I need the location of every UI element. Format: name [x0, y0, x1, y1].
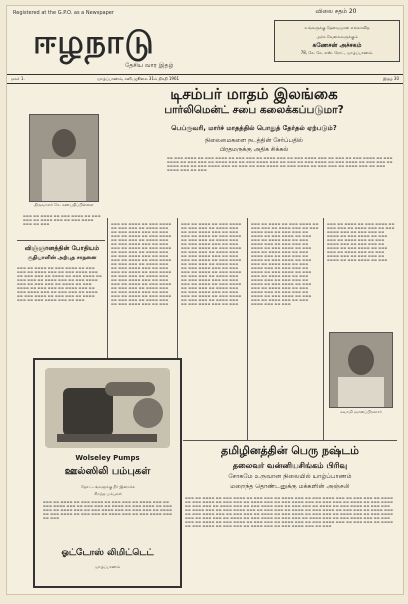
- newspaper-subtitle: தேசிய வார இதழ்: [125, 62, 174, 69]
- pump-advertisement: [33, 358, 182, 588]
- bottom-subhead-2: மறைந்த தொண்டனுக்கு மக்களின் அஞ்சலி: [230, 483, 350, 490]
- pump-ad-line-1: தோட்டங்களுக்கு நீர் இறைக்க: [81, 484, 135, 489]
- issue-date: யாழ்ப்பாணம், சனி, ஜூலை 31ம் திகதி 1961: [97, 76, 180, 81]
- lead-subhead-2: நிலைமைகளை நடத்தின் சேர்ப்பதில்: [205, 137, 303, 144]
- ad-press-name: கணேசன் அச்சகம்: [312, 42, 362, 49]
- middle-column-2: ▬▬▬ ▬▬ ▬▬▬▬ ▬▬ ▬▬▬ ▬▬▬▬ ▬▬ ▬▬▬ ▬▬▬ ▬▬ ▬▬▬▬ ▬▬▬ ▬▬ ▬▬▬ ▬▬▬▬ ▬▬▬ ▬▬ ▬▬▬ ▬▬▬ ▬▬ ▬▬▬▬ ▬▬ ▬▬▬ ▬▬▬▬ ▬▬ ▬▬▬ ▬▬▬ ▬▬ ▬▬▬▬ ▬▬▬ ▬▬ ▬▬▬ ▬▬▬▬ ▬▬▬ ▬▬ ▬▬▬ ▬▬▬ ▬▬ ▬▬▬▬ ▬▬ ▬▬▬ ▬▬▬▬ ▬▬ ▬▬▬ ▬▬▬ ▬▬ ▬▬▬▬ ▬▬▬ ▬▬ ▬▬▬ ▬▬▬▬ ▬▬▬ ▬▬ ▬▬▬ ▬▬▬ ▬▬ ▬▬▬▬ ▬▬ ▬▬▬ ▬▬▬▬ ▬▬ ▬▬▬ ▬▬▬ ▬▬ ▬▬▬▬ ▬▬▬ ▬▬ ▬▬▬ ▬▬▬▬ ▬▬▬ ▬▬ ▬▬▬ ▬▬▬ ▬▬ ▬▬▬▬ ▬▬ ▬▬▬ ▬▬▬▬ ▬▬ ▬▬▬ ▬▬▬ ▬▬ ▬▬▬▬ ▬▬▬ ▬▬ ▬▬▬ ▬▬▬▬ ▬▬▬ ▬▬ ▬▬▬ ▬▬▬ ▬▬ ▬▬▬▬ ▬▬ ▬▬▬ ▬▬▬▬ ▬▬ ▬▬▬ ▬▬▬ ▬▬ ▬▬▬▬ ▬▬▬ ▬▬ ▬▬▬ ▬▬▬▬ ▬▬▬ ▬▬ ▬▬▬ ▬▬▬ ▬▬ ▬▬▬▬ ▬▬ ▬▬▬ ▬▬▬▬ ▬▬ ▬▬▬ ▬▬▬ ▬▬ ▬▬▬▬ ▬▬▬ ▬▬ ▬▬▬ ▬▬▬▬ ▬▬▬ ▬▬ ▬▬▬: [181, 222, 242, 306]
- left-story-headline-2: சூதியாளின் அற்புத சாதனை: [27, 255, 97, 261]
- right-portrait-photo: [329, 332, 393, 408]
- right-portrait-caption: சுவாமி ஞானப்பிரகாசர்: [340, 409, 382, 414]
- issue-number: இதழ் 30: [382, 76, 399, 81]
- bottom-story-body: ▬▬▬ ▬▬ ▬▬▬▬ ▬▬ ▬▬▬ ▬▬▬▬ ▬▬ ▬▬▬ ▬▬▬ ▬▬ ▬▬▬▬ ▬▬▬ ▬▬ ▬▬▬ ▬▬▬▬ ▬▬▬ ▬▬ ▬▬▬ ▬▬▬ ▬▬ ▬▬▬▬ ▬▬ ▬▬▬ ▬▬▬▬ ▬▬ ▬▬▬ ▬▬▬ ▬▬ ▬▬▬▬ ▬▬▬ ▬▬ ▬▬▬ ▬▬▬▬ ▬▬▬ ▬▬ ▬▬▬ ▬▬▬ ▬▬ ▬▬▬▬ ▬▬ ▬▬▬ ▬▬▬▬ ▬▬ ▬▬▬ ▬▬▬ ▬▬ ▬▬▬▬ ▬▬▬ ▬▬ ▬▬▬ ▬▬▬▬ ▬▬▬ ▬▬ ▬▬▬ ▬▬▬ ▬▬ ▬▬▬▬ ▬▬ ▬▬▬ ▬▬▬▬ ▬▬ ▬▬▬ ▬▬▬ ▬▬ ▬▬▬▬ ▬▬▬ ▬▬ ▬▬▬ ▬▬▬▬ ▬▬▬ ▬▬ ▬▬▬ ▬▬▬ ▬▬ ▬▬▬▬ ▬▬ ▬▬▬ ▬▬▬▬ ▬▬ ▬▬▬ ▬▬▬ ▬▬ ▬▬▬▬ ▬▬▬ ▬▬ ▬▬▬ ▬▬▬▬ ▬▬▬ ▬▬ ▬▬▬ ▬▬▬ ▬▬ ▬▬▬▬ ▬▬ ▬▬▬ ▬▬▬▬ ▬▬ ▬▬▬ ▬▬▬ ▬▬ ▬▬▬▬ ▬▬▬ ▬▬ ▬▬▬ ▬▬▬▬ ▬▬▬ ▬▬ ▬▬▬ ▬▬▬ ▬▬ ▬▬▬▬ ▬▬ ▬▬▬ ▬▬▬▬ ▬▬ ▬▬▬ ▬▬▬ ▬▬ ▬▬▬▬ ▬▬▬ ▬▬ ▬▬▬ ▬▬▬▬ ▬▬▬ ▬▬ ▬▬▬ ▬▬▬ ▬▬ ▬▬▬▬ ▬▬ ▬▬▬ ▬▬▬▬ ▬▬ ▬▬▬ ▬▬▬ ▬▬ ▬▬▬▬ ▬▬▬ ▬▬ ▬▬▬ ▬▬▬▬ ▬▬▬ ▬▬ ▬▬▬ ▬▬▬ ▬▬ ▬▬▬▬ ▬▬ ▬▬▬ ▬▬▬▬ ▬▬ ▬▬▬ ▬▬▬ ▬▬ ▬▬▬▬ ▬▬▬ ▬▬ ▬▬▬ ▬▬▬▬ ▬▬▬ ▬▬ ▬▬▬: [185, 496, 394, 528]
- left-story-body: ▬▬▬ ▬▬ ▬▬▬▬ ▬▬ ▬▬▬ ▬▬▬▬ ▬▬ ▬▬▬ ▬▬▬ ▬▬ ▬▬▬▬ ▬▬▬ ▬▬ ▬▬▬ ▬▬▬▬ ▬▬▬ ▬▬ ▬▬▬ ▬▬▬ ▬▬ ▬▬▬▬ ▬▬ ▬▬▬ ▬▬▬▬ ▬▬ ▬▬▬ ▬▬▬ ▬▬ ▬▬▬▬ ▬▬▬ ▬▬ ▬▬▬ ▬▬▬▬ ▬▬▬ ▬▬ ▬▬▬ ▬▬▬ ▬▬ ▬▬▬▬ ▬▬ ▬▬▬ ▬▬▬▬ ▬▬ ▬▬▬ ▬▬▬ ▬▬ ▬▬▬▬ ▬▬▬ ▬▬ ▬▬▬ ▬▬▬▬ ▬▬▬ ▬▬ ▬▬▬ ▬▬▬ ▬▬ ▬▬▬▬ ▬▬ ▬▬▬ ▬▬▬▬ ▬▬ ▬▬▬ ▬▬▬ ▬▬ ▬▬▬▬ ▬▬▬ ▬▬ ▬▬▬ ▬▬▬▬ ▬▬▬ ▬▬ ▬▬▬: [17, 266, 103, 302]
- volume-label: மலர் 1.: [11, 76, 25, 81]
- ad-line-2: அச்சு வேலைகளுக்கும்: [316, 34, 358, 39]
- lead-subhead-1: பெப்ருவரி, மார்ச் மாதத்தில் பொதுத் தேர்தல் ஏற்படும்?: [171, 124, 337, 132]
- price-label: விலை சதம் 20: [315, 8, 357, 15]
- portrait-caption: திருவாளர் கே. கணபதிப்பிள்ளை: [34, 202, 94, 207]
- right-column-text: ▬▬▬ ▬▬ ▬▬▬▬ ▬▬ ▬▬▬ ▬▬▬▬ ▬▬ ▬▬▬ ▬▬▬ ▬▬ ▬▬▬▬ ▬▬▬ ▬▬ ▬▬▬ ▬▬▬▬ ▬▬▬ ▬▬ ▬▬▬ ▬▬▬ ▬▬ ▬▬▬▬ ▬▬ ▬▬▬ ▬▬▬▬ ▬▬ ▬▬▬ ▬▬▬ ▬▬ ▬▬▬▬ ▬▬▬ ▬▬ ▬▬▬ ▬▬▬▬ ▬▬▬ ▬▬ ▬▬▬ ▬▬▬ ▬▬ ▬▬▬▬ ▬▬ ▬▬▬ ▬▬▬▬ ▬▬ ▬▬▬ ▬▬▬ ▬▬ ▬▬▬▬ ▬▬▬ ▬▬ ▬▬▬ ▬▬▬▬ ▬▬▬ ▬▬ ▬▬▬ ▬▬▬ ▬▬ ▬▬▬▬ ▬▬ ▬▬▬ ▬▬▬▬ ▬▬ ▬▬▬: [327, 222, 395, 262]
- registration-text: Registered at the G.P.O. as a Newspaper: [13, 10, 114, 16]
- lead-story-body: ▬▬ ▬▬▬ ▬▬▬▬ ▬▬ ▬▬▬ ▬▬▬▬ ▬▬ ▬▬▬ ▬▬▬ ▬▬ ▬▬▬▬ ▬▬▬ ▬▬ ▬▬▬ ▬▬▬▬ ▬▬▬ ▬▬ ▬▬▬ ▬▬ ▬▬▬ ▬▬▬▬ ▬▬ ▬▬▬ ▬▬▬▬ ▬▬ ▬▬▬ ▬▬▬ ▬▬ ▬▬▬▬ ▬▬▬ ▬▬ ▬▬▬ ▬▬▬▬ ▬▬▬ ▬▬ ▬▬▬ ▬▬ ▬▬▬ ▬▬▬▬ ▬▬ ▬▬▬ ▬▬▬▬ ▬▬ ▬▬▬ ▬▬▬ ▬▬ ▬▬▬▬ ▬▬▬ ▬▬ ▬▬▬ ▬▬▬▬ ▬▬▬ ▬▬ ▬▬▬ ▬▬ ▬▬▬ ▬▬▬▬ ▬▬ ▬▬▬ ▬▬▬▬ ▬▬ ▬▬▬ ▬▬▬ ▬▬ ▬▬▬▬ ▬▬▬ ▬▬ ▬▬▬ ▬▬▬▬ ▬▬▬ ▬▬ ▬▬▬: [167, 156, 393, 172]
- pump-dealer-name: ஓட்டோஸ் லிமிட்டெட்: [61, 548, 154, 558]
- pump-ad-line-2: சிறந்த பம்புகள்: [94, 491, 122, 496]
- lead-subhead-3: பிரதமருக்கு அதிக சிக்கல்: [219, 146, 289, 153]
- pump-dealer-address: யாழ்ப்பாணம்: [94, 564, 121, 569]
- bottom-subhead-1: சோகமே உருவான நிலையில் யாழ்ப்பாணம்: [228, 473, 352, 480]
- left-column-text-1: ▬▬▬ ▬▬ ▬▬▬▬ ▬▬ ▬▬▬ ▬▬▬▬ ▬▬ ▬▬▬ ▬▬▬ ▬▬ ▬▬▬▬ ▬▬▬ ▬▬ ▬▬▬ ▬▬▬▬ ▬▬▬ ▬▬ ▬▬▬: [23, 214, 101, 226]
- newspaper-page: [6, 5, 404, 595]
- bottom-headline-2: தலைவர் வன்னியசிங்கம் பிரிவு: [232, 461, 348, 470]
- pump-brand-english: Wolseley Pumps: [75, 454, 140, 462]
- pump-brand-tamil: ஊல்ஸிலி பம்புகள்: [64, 466, 151, 477]
- ad-press-address: 78, கே. கே. எஸ். ரோட், யாழ்ப்பாணம்.: [300, 50, 374, 55]
- portrait-photo: [29, 114, 99, 202]
- newspaper-title: ஈழநாடு: [33, 22, 155, 61]
- dateline-bar: [7, 74, 403, 84]
- bottom-headline-1: தமிழினத்தின் பெரு நஷ்டம்: [221, 444, 359, 457]
- lead-headline-2: பார்லிமென்ட் சபை கலைக்கப்படுமா?: [164, 104, 344, 116]
- ad-line-1: உங்களுக்கு தேவையான எல்லாவித: [304, 25, 370, 30]
- pump-ad-body: ▬▬▬ ▬▬ ▬▬▬▬ ▬▬ ▬▬▬ ▬▬▬▬ ▬▬ ▬▬▬ ▬▬▬ ▬▬ ▬▬▬▬ ▬▬▬ ▬▬ ▬▬▬ ▬▬▬▬ ▬▬▬ ▬▬ ▬▬▬ ▬▬▬ ▬▬ ▬▬▬▬ ▬▬ ▬▬▬ ▬▬▬▬ ▬▬ ▬▬▬ ▬▬▬ ▬▬ ▬▬▬▬ ▬▬▬ ▬▬ ▬▬▬ ▬▬▬▬ ▬▬▬ ▬▬ ▬▬▬ ▬▬▬ ▬▬ ▬▬▬▬ ▬▬ ▬▬▬ ▬▬▬▬ ▬▬ ▬▬▬ ▬▬▬ ▬▬ ▬▬▬▬ ▬▬▬ ▬▬ ▬▬▬ ▬▬▬▬ ▬▬▬ ▬▬ ▬▬▬: [43, 500, 173, 520]
- left-story-headline-1: விஞ்ஞானத்தின் போதியம்: [24, 245, 100, 252]
- pump-illustration: [45, 368, 170, 448]
- middle-column-1: ▬▬▬ ▬▬ ▬▬▬▬ ▬▬ ▬▬▬ ▬▬▬▬ ▬▬ ▬▬▬ ▬▬▬ ▬▬ ▬▬▬▬ ▬▬▬ ▬▬ ▬▬▬ ▬▬▬▬ ▬▬▬ ▬▬ ▬▬▬ ▬▬▬ ▬▬ ▬▬▬▬ ▬▬ ▬▬▬ ▬▬▬▬ ▬▬ ▬▬▬ ▬▬▬ ▬▬ ▬▬▬▬ ▬▬▬ ▬▬ ▬▬▬ ▬▬▬▬ ▬▬▬ ▬▬ ▬▬▬ ▬▬▬ ▬▬ ▬▬▬▬ ▬▬ ▬▬▬ ▬▬▬▬ ▬▬ ▬▬▬ ▬▬▬ ▬▬ ▬▬▬▬ ▬▬▬ ▬▬ ▬▬▬ ▬▬▬▬ ▬▬▬ ▬▬ ▬▬▬ ▬▬▬ ▬▬ ▬▬▬▬ ▬▬ ▬▬▬ ▬▬▬▬ ▬▬ ▬▬▬ ▬▬▬ ▬▬ ▬▬▬▬ ▬▬▬ ▬▬ ▬▬▬ ▬▬▬▬ ▬▬▬ ▬▬ ▬▬▬ ▬▬▬ ▬▬ ▬▬▬▬ ▬▬ ▬▬▬ ▬▬▬▬ ▬▬ ▬▬▬ ▬▬▬ ▬▬ ▬▬▬▬ ▬▬▬ ▬▬ ▬▬▬ ▬▬▬▬ ▬▬▬ ▬▬ ▬▬▬ ▬▬▬ ▬▬ ▬▬▬▬ ▬▬ ▬▬▬ ▬▬▬▬ ▬▬ ▬▬▬ ▬▬▬ ▬▬ ▬▬▬▬ ▬▬▬ ▬▬ ▬▬▬ ▬▬▬▬ ▬▬▬ ▬▬ ▬▬▬ ▬▬▬ ▬▬ ▬▬▬▬ ▬▬ ▬▬▬ ▬▬▬▬ ▬▬ ▬▬▬ ▬▬▬ ▬▬ ▬▬▬▬ ▬▬▬ ▬▬ ▬▬▬ ▬▬▬▬ ▬▬▬ ▬▬ ▬▬▬: [111, 222, 172, 306]
- middle-column-3: ▬▬▬ ▬▬ ▬▬▬▬ ▬▬ ▬▬▬ ▬▬▬▬ ▬▬ ▬▬▬ ▬▬▬ ▬▬ ▬▬▬▬ ▬▬▬ ▬▬ ▬▬▬ ▬▬▬▬ ▬▬▬ ▬▬ ▬▬▬ ▬▬▬ ▬▬ ▬▬▬▬ ▬▬ ▬▬▬ ▬▬▬▬ ▬▬ ▬▬▬ ▬▬▬ ▬▬ ▬▬▬▬ ▬▬▬ ▬▬ ▬▬▬ ▬▬▬▬ ▬▬▬ ▬▬ ▬▬▬ ▬▬▬ ▬▬ ▬▬▬▬ ▬▬ ▬▬▬ ▬▬▬▬ ▬▬ ▬▬▬ ▬▬▬ ▬▬ ▬▬▬▬ ▬▬▬ ▬▬ ▬▬▬ ▬▬▬▬ ▬▬▬ ▬▬ ▬▬▬ ▬▬▬ ▬▬ ▬▬▬▬ ▬▬ ▬▬▬ ▬▬▬▬ ▬▬ ▬▬▬ ▬▬▬ ▬▬ ▬▬▬▬ ▬▬▬ ▬▬ ▬▬▬ ▬▬▬▬ ▬▬▬ ▬▬ ▬▬▬ ▬▬▬ ▬▬ ▬▬▬▬ ▬▬ ▬▬▬ ▬▬▬▬ ▬▬ ▬▬▬ ▬▬▬ ▬▬ ▬▬▬▬ ▬▬▬ ▬▬ ▬▬▬ ▬▬▬▬ ▬▬▬ ▬▬ ▬▬▬ ▬▬▬ ▬▬ ▬▬▬▬ ▬▬ ▬▬▬ ▬▬▬▬ ▬▬ ▬▬▬ ▬▬▬ ▬▬ ▬▬▬▬ ▬▬▬ ▬▬ ▬▬▬ ▬▬▬▬ ▬▬▬ ▬▬ ▬▬▬ ▬▬▬ ▬▬ ▬▬▬▬ ▬▬ ▬▬▬ ▬▬▬▬ ▬▬ ▬▬▬ ▬▬▬ ▬▬ ▬▬▬▬ ▬▬▬ ▬▬ ▬▬▬ ▬▬▬▬ ▬▬▬ ▬▬ ▬▬▬: [251, 222, 319, 306]
- printing-press-ad: [274, 20, 400, 62]
- lead-headline-1: டிசம்பர் மாதம் இலங்கை: [170, 85, 338, 103]
- masthead: [13, 10, 263, 72]
